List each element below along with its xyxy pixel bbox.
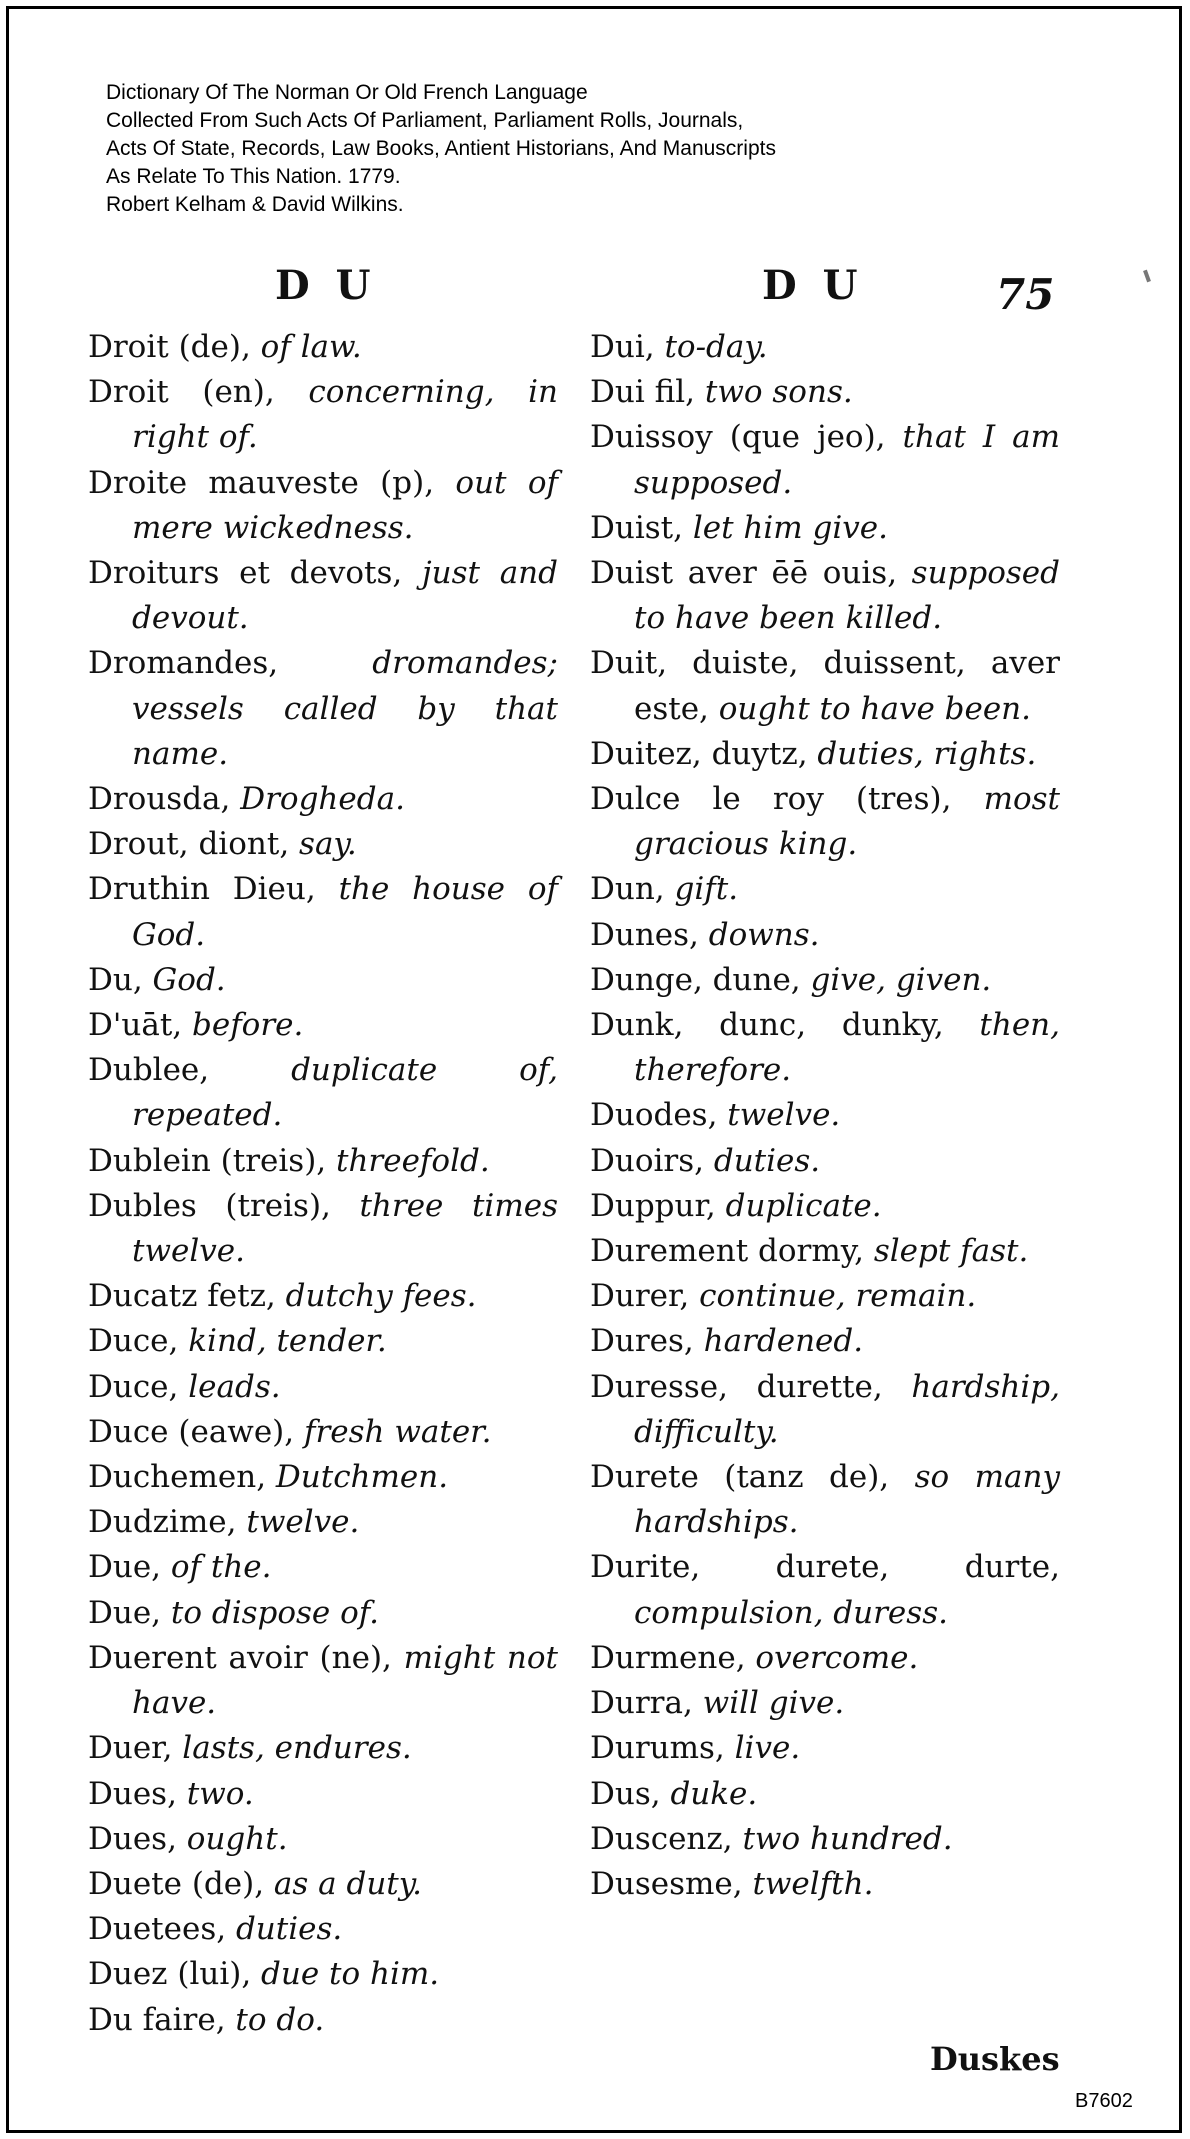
dictionary-entry (88, 1591, 558, 1636)
entry-term: Dusesme, (590, 1865, 753, 1902)
entry-term: Dui fil, (590, 374, 705, 411)
entry-definition: threefold. (336, 1142, 490, 1179)
page-number: 75 (996, 270, 1055, 319)
entry-definition: Dutchmen. (275, 1459, 449, 1496)
entry-term: Duist, (590, 509, 693, 546)
dictionary-entry (88, 1455, 558, 1500)
dictionary-entry (590, 1274, 1060, 1319)
dictionary-entry (88, 1319, 558, 1364)
entry-definition: to do. (235, 2001, 325, 2038)
entry-definition: the house of God. (132, 871, 558, 953)
dictionary-entry (88, 325, 558, 370)
entry-definition: two sons. (704, 374, 853, 411)
entry-definition: kind, tender. (188, 1323, 387, 1360)
dictionary-entry (88, 1545, 558, 1590)
entry-term: Dublee, (88, 1052, 292, 1089)
dictionary-entry (88, 1410, 558, 1455)
entry-definition: live. (734, 1730, 801, 1767)
entry-term: D'uāt, (88, 1007, 192, 1044)
entry-definition: leads. (188, 1368, 281, 1405)
entry-term: Durmene, (590, 1639, 756, 1676)
dictionary-entry (88, 461, 558, 551)
entry-definition: say. (299, 826, 357, 863)
entry-definition: out of mere wickedness. (132, 464, 558, 546)
dictionary-entry (590, 1003, 1060, 1093)
dictionary-entry (590, 1229, 1060, 1274)
dictionary-entry (88, 1726, 558, 1771)
entry-term: Droit (de), (88, 329, 261, 365)
entry-definition: fresh water. (304, 1413, 492, 1450)
dictionary-entry (590, 551, 1060, 641)
entry-term: Duist aver ēē ouis, (590, 555, 912, 592)
dictionary-entry (590, 1365, 1060, 1455)
entry-term: Durement dormy, (590, 1233, 874, 1270)
entry-term: Dues, (88, 1775, 187, 1812)
dictionary-entry (590, 1139, 1060, 1184)
entry-definition: dutchy fees. (285, 1278, 477, 1315)
entry-definition: gift. (674, 871, 739, 908)
entry-definition: three times twelve. (132, 1187, 558, 1270)
dictionary-entry (88, 867, 558, 957)
entry-term: Dures, (590, 1323, 704, 1360)
entry-definition: most gracious king. (634, 781, 1060, 863)
entry-term: Duer, (88, 1730, 183, 1767)
entry-term: Duitez, duytz, (590, 735, 818, 772)
entry-term: Duissoy (que jeo), (590, 419, 903, 456)
entry-definition: duties, rights. (817, 735, 1037, 772)
header-line: As Relate To This Nation. 1779. (106, 165, 401, 188)
entry-definition: twelve. (246, 1504, 360, 1541)
entry-term: Duppur, (590, 1187, 726, 1224)
dictionary-entry (88, 1998, 558, 2043)
entry-term: Duresse, durette, (590, 1368, 912, 1405)
dictionary-entry (590, 867, 1060, 912)
dictionary-entry (590, 1726, 1060, 1771)
entry-definition: continue, remain. (699, 1278, 977, 1315)
header-line: Robert Kelham & David Wilkins. (106, 193, 404, 216)
entry-term: Dunes, (590, 916, 709, 953)
entry-definition: supposed to have been killed. (634, 555, 1060, 637)
entry-definition: hardship, difficulty. (634, 1368, 1060, 1450)
entry-term: Dulce le roy (tres), (590, 781, 984, 818)
dictionary-entry (590, 1455, 1060, 1545)
entry-term: Duez (lui), (88, 1956, 262, 1993)
entry-definition: before. (192, 1007, 304, 1044)
dictionary-entry (88, 1274, 558, 1319)
entry-definition: hardened. (703, 1323, 864, 1360)
entry-definition: that I am supposed. (634, 419, 1060, 501)
catchword: Duskes (930, 2040, 1060, 2078)
entry-term: Dues, (88, 1820, 187, 1857)
entry-definition: then, therefore. (634, 1007, 1060, 1089)
entry-term: Duete (de), (88, 1865, 274, 1902)
entry-definition: compulsion, duress. (634, 1594, 948, 1631)
dictionary-entry (590, 958, 1060, 1003)
image-code: B7602 (1075, 2090, 1133, 2112)
dictionary-entry (590, 1093, 1060, 1138)
entry-term: Dus, (590, 1775, 671, 1812)
dictionary-entry (590, 1319, 1060, 1364)
entry-definition: lasts, endures. (182, 1730, 412, 1767)
right-column (590, 325, 1060, 1907)
dictionary-entry (590, 325, 1060, 370)
entry-term: Drout, diont, (88, 826, 300, 863)
entry-term: Duit, duiste, duissent, aver este, (590, 645, 1060, 727)
entry-term: Duerent avoir (ne), (88, 1639, 404, 1676)
dictionary-entry (590, 1681, 1060, 1726)
entry-definition: might not have. (132, 1639, 558, 1722)
entry-definition: ought. (186, 1820, 288, 1857)
running-head-right: D U (762, 262, 864, 309)
entry-term: Du faire, (88, 2001, 236, 2038)
entry-definition: God. (152, 961, 226, 998)
header-caption (106, 79, 776, 219)
entry-definition: duke. (670, 1775, 758, 1812)
dictionary-entry (590, 370, 1060, 415)
entry-term: Druthin Dieu, (88, 871, 339, 908)
entry-definition: let him give. (692, 509, 888, 546)
dictionary-entry (88, 822, 558, 867)
entry-term: Du, (88, 961, 153, 998)
dictionary-entry (88, 1003, 558, 1048)
entry-term: Droite mauveste (p), (88, 464, 456, 501)
entry-term: Durums, (590, 1730, 735, 1767)
dictionary-entry (88, 1184, 558, 1274)
entry-definition: duties. (713, 1142, 821, 1179)
dictionary-entry (590, 913, 1060, 958)
entry-term: Dunge, dune, (590, 961, 811, 998)
entry-term: Dublein (treis), (88, 1142, 336, 1179)
entry-definition: downs. (708, 916, 820, 953)
dictionary-entry (590, 732, 1060, 777)
entry-term: Dubles (treis), (88, 1187, 360, 1224)
dictionary-entry (590, 1545, 1060, 1635)
dictionary-entry (88, 777, 558, 822)
dictionary-entry (88, 1907, 558, 1952)
dictionary-entry (590, 777, 1060, 867)
entry-definition: will give. (702, 1685, 845, 1722)
entry-term: Duchemen, (88, 1459, 276, 1496)
entry-definition: twelfth. (752, 1865, 874, 1902)
dictionary-entry (590, 1184, 1060, 1229)
entry-term: Duce, (88, 1323, 189, 1360)
entry-definition: concerning, in right of. (132, 374, 558, 456)
entry-definition: as a duty. (273, 1865, 423, 1902)
entry-term: Durra, (590, 1685, 703, 1722)
entry-term: Duscenz, (590, 1820, 743, 1857)
dictionary-entry (88, 1636, 558, 1726)
entry-definition: two hundred. (742, 1820, 953, 1857)
dictionary-entry (88, 958, 558, 1003)
dictionary-entry (88, 641, 558, 777)
entry-term: Drousda, (88, 781, 241, 818)
entry-term: Dui, (590, 329, 665, 365)
dictionary-entry (88, 551, 558, 641)
entry-definition: overcome. (755, 1639, 919, 1676)
entry-definition: to dispose of. (170, 1594, 380, 1631)
dictionary-entry (88, 1048, 558, 1138)
entry-term: Duoirs, (590, 1142, 714, 1179)
entry-term: Due, (88, 1549, 171, 1586)
entry-term: Dunk, dunc, dunky, (590, 1007, 980, 1044)
entry-definition: of the. (170, 1549, 272, 1586)
dictionary-entry (590, 1772, 1060, 1817)
entry-definition: to-day. (664, 329, 768, 365)
entry-term: Durer, (590, 1278, 700, 1315)
header-line: Acts Of State, Records, Law Books, Antient Historians, And Manuscripts (106, 137, 776, 160)
dictionary-entry (590, 415, 1060, 505)
dictionary-entry (88, 1772, 558, 1817)
header-line: Collected From Such Acts Of Parliament, Parliament Rolls, Journals, (106, 109, 744, 132)
entry-term: Dun, (590, 871, 675, 908)
entry-definition: so many hardships. (634, 1459, 1060, 1541)
entry-definition: slept fast. (873, 1233, 1029, 1270)
dictionary-entry (88, 370, 558, 460)
entry-term: Dromandes, (88, 645, 373, 682)
header-line: Dictionary Of The Norman Or Old French Language (106, 81, 588, 104)
entry-definition: just and devout. (132, 555, 558, 637)
dictionary-entry (88, 1500, 558, 1545)
left-column (88, 325, 558, 2043)
entry-definition: twelve. (727, 1097, 841, 1134)
entry-definition: ought to have been. (718, 690, 1032, 727)
entry-term: Durete (tanz de), (590, 1459, 915, 1496)
entry-term: Duce (eawe), (88, 1413, 304, 1450)
entry-definition: two. (186, 1775, 254, 1812)
dictionary-entry (590, 506, 1060, 551)
entry-term: Droiturs et devots, (88, 555, 423, 592)
dictionary-entry (88, 1952, 558, 1997)
entry-definition: Drogheda. (240, 781, 405, 818)
entry-term: Ducatz fetz, (88, 1278, 286, 1315)
entry-definition: duties. (235, 1911, 343, 1948)
dictionary-entry (590, 1636, 1060, 1681)
entry-definition: give, given. (810, 961, 992, 998)
entry-definition: duplicate. (725, 1187, 882, 1224)
entry-definition: duplicate of, repeated. (132, 1052, 559, 1134)
entry-term: Duetees, (88, 1911, 236, 1948)
dictionary-entry (590, 641, 1060, 731)
dictionary-entry (88, 1365, 558, 1410)
entry-term: Duodes, (590, 1097, 728, 1134)
entry-term: Dudzime, (88, 1504, 247, 1541)
dictionary-entry (88, 1817, 558, 1862)
running-head-left: D U (275, 262, 377, 309)
entry-term: Duce, (88, 1368, 189, 1405)
dictionary-entry (88, 1139, 558, 1184)
dictionary-entry (590, 1817, 1060, 1862)
entry-term: Due, (88, 1594, 171, 1631)
entry-definition: due to him. (261, 1956, 440, 1993)
dictionary-entry (590, 1862, 1060, 1907)
entry-term: Droit (en), (88, 374, 309, 411)
dictionary-entry (88, 1862, 558, 1907)
entry-definition: dromandes; vessels called by that name. (132, 645, 558, 772)
entry-definition: of law. (260, 329, 362, 365)
entry-term: Durite, durete, durte, (590, 1549, 1060, 1586)
